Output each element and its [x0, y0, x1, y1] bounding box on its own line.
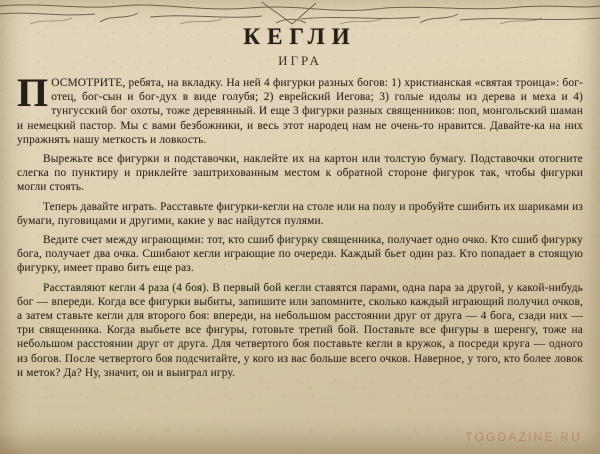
page-subtitle: ИГРА: [278, 53, 322, 68]
paragraph-text: Вырежьте все фигурки и подставочки, наклейте их на картон или толстую бумагу. Подставочки отогните слегка по пунктиру и приклейте заштрихованным местом к обратной стороне фигурок так, чтобы фигурки могли стоять.: [17, 153, 583, 194]
paragraph: [17, 200, 583, 228]
paragraph: [17, 233, 583, 276]
paragraph: [17, 152, 583, 195]
paragraph-text: Теперь давайте играть. Расставьте фигурки-кегли на столе или на полу и пробуйте сшибить их шариками из бумаги, пуговицами и другими, какие у вас найдутся пулями.: [17, 200, 583, 227]
site-watermark: TOGDAZINE.RU: [465, 430, 582, 444]
drop-cap: П: [17, 70, 49, 115]
paragraph-text: Ведите счет между играющими: тот, кто сшиб фигурку священника, получает одно очко. Кто сшиб фигурку бога, получает два очка. Сшибают кегли играющие по очереди. Каждый бьет один раз. Кто попадает в стоящую фигурку, имеет право бить еще раз.: [17, 234, 583, 275]
paragraph: [17, 70, 583, 147]
top-ornament-illustration: [0, 0, 600, 26]
paragraph: [17, 281, 583, 380]
article-body: [17, 70, 583, 380]
paragraph-text: Расставляют кегли 4 раза (4 боя). В первый бой кегли ставятся парами, одна пара за другой, у какой-нибудь бог — впереди. Когда все фигурки выбиты, запишите или запомните, сколько каждый играющий получил очков, а затем ставьте кегли для второго боя: впереди, на небольшом расстоянии друг от друга — 4 бога, сзади них — три священника. Когда выбьете все фигуры, готовьте третий бой. Поставьте все фигуры в шеренгу, тоже на небольшом расстоянии друг от друга. Для четвертого боя поставьте кегли в кружок, а посреди круга — одного из богов. После четвертого боя подсчитайте, у кого из вас больше всего очков. Наверное, у того, кто более ловок и меток? Да? Ну, значит, он и выиграл игру.: [17, 281, 583, 379]
page-title: КЕГЛИ: [243, 24, 357, 49]
paper-corner-fold: [0, 436, 30, 454]
paragraph-text: ОСМОТРИТЕ, ребята, на вкладку. На ней 4 фигурки разных богов: 1) христианская «святая троица»: бог-отец, бог-сын и бог-дух в виде голубя; 2) еврейский Иегова; 3) голые идолы из дерева и мехa и 4) тунгусский бог охоты, тоже деревянный. И еще 3 фигурки разных священников: поп, монгольский шаман и немецкий пастор. Мы с вами безбожники, и весь этот народец нам не очень-то нравится. Давайте-ка на них упражнять нашу меткость и ловкость.: [17, 77, 583, 146]
